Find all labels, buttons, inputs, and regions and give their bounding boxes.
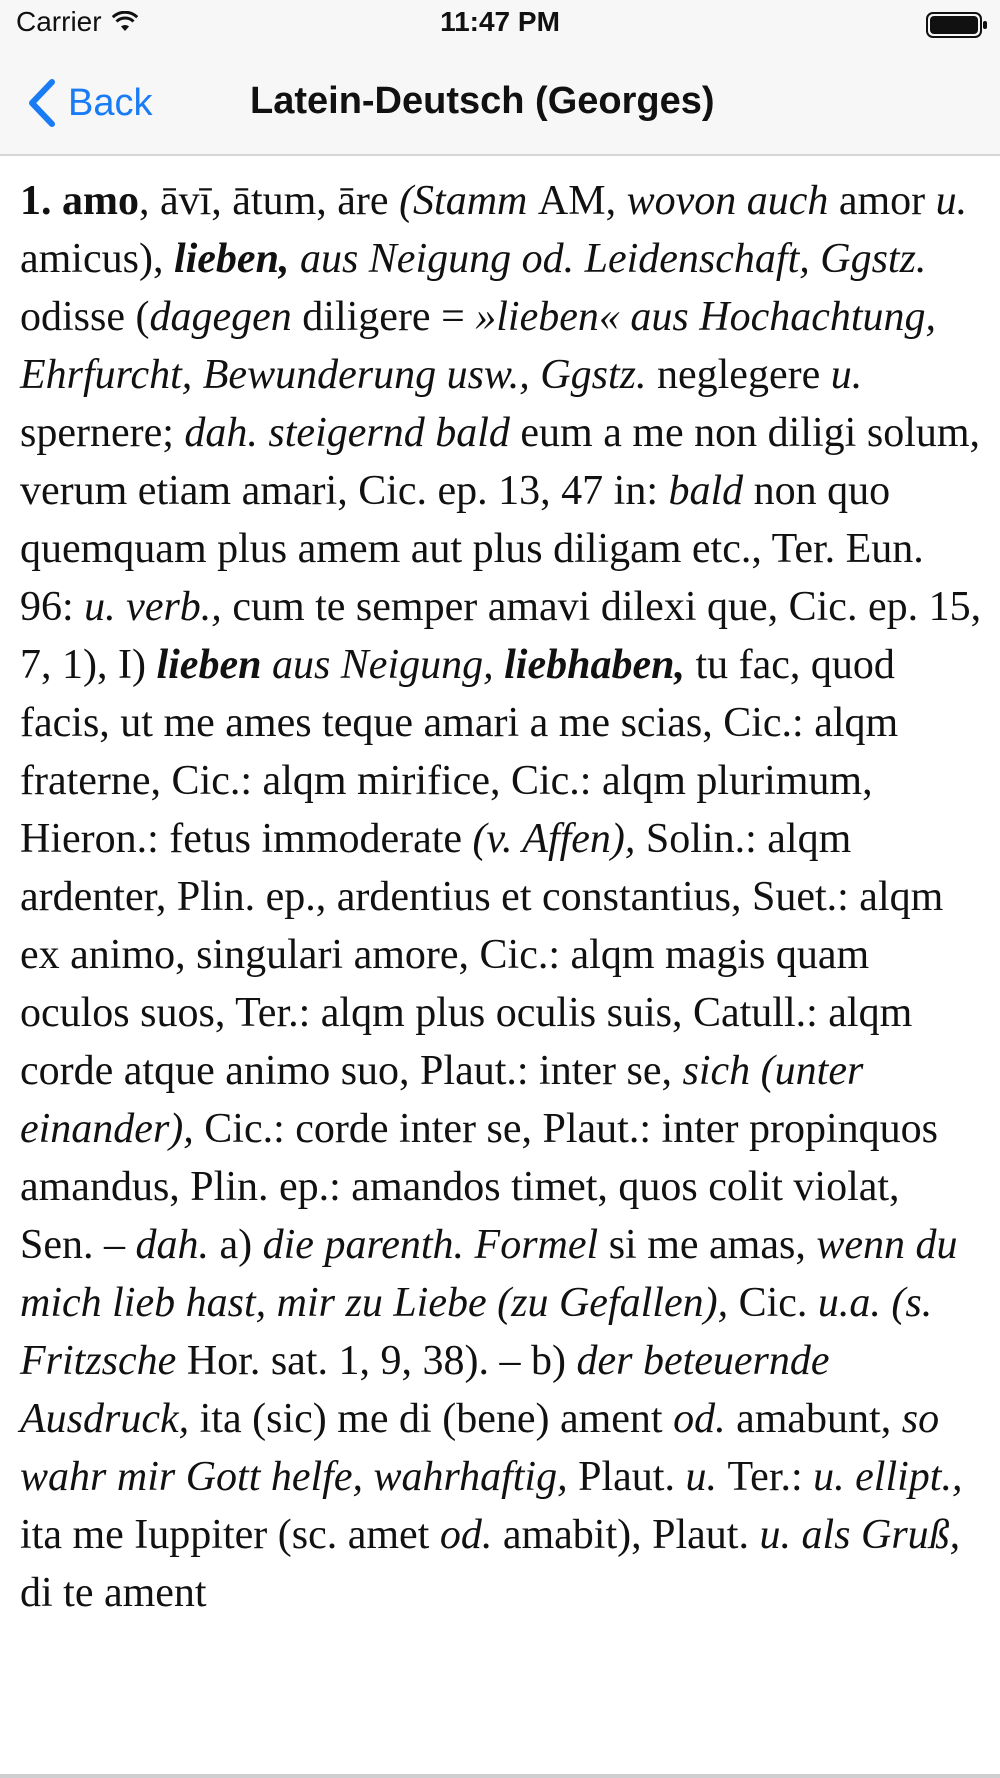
carrier-label: Carrier: [16, 6, 102, 37]
entry-segment: aus Neigung,: [271, 642, 505, 688]
entry-segment: die parenth. Formel: [262, 1222, 609, 1268]
entry-segment: u.: [830, 352, 863, 398]
entry-segment: spernere;: [20, 410, 185, 456]
entry-segment: sich (unter einander),: [20, 1048, 864, 1152]
page-title: Latein-Deutsch (Georges): [250, 80, 715, 122]
entry-segment: di te ament: [20, 1570, 207, 1616]
divider: [0, 1774, 1000, 1778]
entry-segment: liebhaben,: [504, 642, 696, 688]
entry-segment: bald: [668, 468, 754, 514]
entry-segment: Cic.: [738, 1280, 818, 1326]
status-time: 11:47 PM: [440, 6, 560, 37]
entry-segment: neglegere: [657, 352, 831, 398]
entry-segment: a): [219, 1222, 263, 1268]
entry-segment: »lieben« aus Hochachtung, Ehrfurcht, Bewunderung usw., Ggstz.: [20, 294, 937, 398]
entry-segment: ita (sic) me di (bene) ament: [199, 1396, 674, 1442]
status-bar: [0, 0, 1000, 50]
entry-segment: dah.: [135, 1222, 220, 1268]
entry-segment: amabit), Plaut.: [502, 1512, 760, 1558]
entry-segment: eum a me non diligi solum, verum etiam amari, Cic. ep. 13, 47 in:: [20, 410, 981, 514]
entry-segment: , āvī, ātum, āre: [139, 178, 400, 224]
entry-segment: wenn du mich lieb hast, mir zu Liebe (zu Gefallen),: [20, 1222, 958, 1326]
entry-segment: 1. amo: [20, 178, 139, 224]
entry-segment: u. ellipt.,: [813, 1454, 963, 1500]
entry-segment: amabunt,: [736, 1396, 902, 1442]
entry-segment: non quo quemquam plus amem aut plus diligam etc., Ter. Eun. 96:: [20, 468, 924, 630]
navigation-bar: [0, 50, 1000, 156]
entry-segment: Hor. sat. 1, 9, 38). – b): [186, 1338, 577, 1384]
entry-segment: u. als Gruß,: [759, 1512, 961, 1558]
entry-segment: der beteuernde Ausdruck,: [20, 1338, 830, 1442]
entry-segment: (Stamm: [399, 178, 538, 224]
entry-segment: diligere =: [302, 294, 476, 340]
entry-segment: aus Neigung od. Leidenschaft, Ggstz.: [299, 236, 927, 282]
entry-segment: lieben: [156, 642, 272, 688]
back-label: Back: [68, 81, 153, 124]
entry-segment: od.: [673, 1396, 737, 1442]
back-button[interactable]: [26, 78, 152, 128]
entry-segment: Cic.: corde inter se, Plaut.: inter propinquos amandus, Plin. ep.: amandos timet, quos colit violat, Sen. –: [20, 1106, 938, 1268]
entry-segment: tu fac, quod facis, ut me ames teque amari a me scias, Cic.: alqm fraterne, Cic.: alqm mirifice, Cic.: alqm plurimum, Hieron.: fetus immoderate: [20, 642, 899, 862]
entry-segment: Solin.: alqm ardenter, Plin. ep., ardentius et constantius, Suet.: alqm ex animo, singulari amore, Cic.: alqm magis quam oculos suos, Ter.: alqm plus oculis suis, Catull.: alqm corde atque animo suo, Plaut.: inter se,: [20, 816, 944, 1094]
entry-segment: u.a. (s. Fritzsche: [20, 1280, 933, 1384]
entry-segment: odisse (: [20, 294, 150, 340]
entry-segment: AM,: [537, 178, 627, 224]
entry-segment: dah. steigernd bald: [184, 410, 521, 456]
entry-segment: u.: [935, 178, 968, 224]
entry-segment: Plaut.: [578, 1454, 686, 1500]
entry-segment: u.: [685, 1454, 728, 1500]
entry-segment: amor: [838, 178, 936, 224]
entry-segment: ita me Iuppiter (sc. amet: [20, 1512, 440, 1558]
entry-segment: wovon auch: [626, 178, 839, 224]
entry-segment: so wahr mir Gott helfe, wahrhaftig,: [20, 1396, 940, 1500]
dictionary-entry: [20, 172, 982, 1622]
entry-segment: od.: [439, 1512, 503, 1558]
chevron-left-icon: [26, 78, 58, 128]
entry-text: [20, 172, 982, 1622]
entry-segment: dagegen: [149, 294, 303, 340]
entry-segment: cum te semper amavi dilexi que, Cic. ep. 15, 7, 1), I): [20, 584, 982, 688]
battery-icon: [926, 12, 988, 38]
entry-segment: Ter.:: [727, 1454, 814, 1500]
entry-segment: lieben,: [173, 236, 300, 282]
entry-segment: u. verb.,: [84, 584, 233, 630]
entry-segment: (v. Affen),: [472, 816, 646, 862]
entry-segment: si me amas,: [608, 1222, 817, 1268]
entry-segment: amicus),: [20, 236, 174, 282]
